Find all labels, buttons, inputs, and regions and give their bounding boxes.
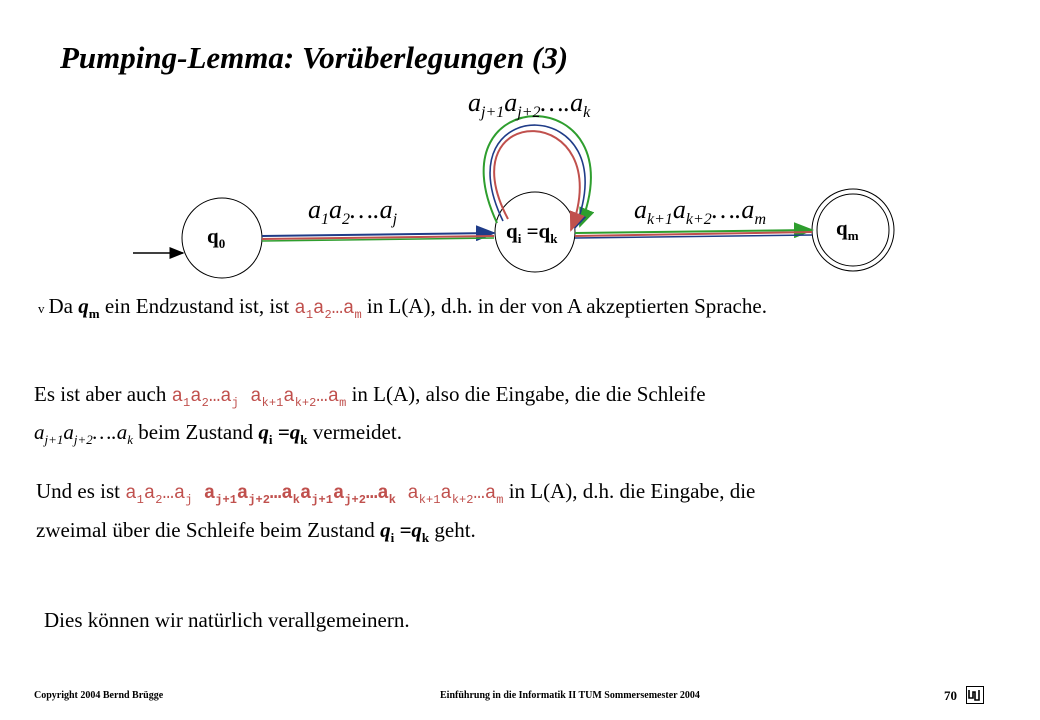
page-number: 70 [944, 688, 957, 703]
tum-logo-icon [966, 686, 984, 704]
paragraph-2 [34, 380, 706, 454]
paragraph-3-line-2: zweimal über die Schleife beim Zustand $q_i =q_k$ geht. [36, 517, 476, 545]
edge-right-label: $a_{k+1}a_{k+2}\dots.a_m$ [634, 195, 766, 229]
footer-course: Einführung in die Informatik II TUM Sommersemester 2004 [440, 690, 700, 701]
paragraph-3-line-1: Und es ist $a_1a_2\dots a_j$ $a_{j+1}a_{j+2}\dots a_ka_{j+1}a_{j+2}\dots a_k$ $a_{k+1}a_{k+2}\dots a_m$ in L(A), d.h. die Eingabe, die [36, 479, 756, 507]
paragraph-2-line-2: $a_{j+1}a_{j+2}\dots.a_k$ beim Zustand $q_i =q_k$ vermeidet. [34, 419, 402, 447]
state-qi-qk-label: $q_i =q_k$ [506, 219, 558, 247]
paragraph-3 [36, 476, 755, 553]
footer-copyright: Copyright 2004 Bernd Brügge [34, 690, 164, 701]
paragraph-1-text: Da $q_m$ ein Endzustand ist, ist $a_1a_2\dots a_m$ in L(A), d.h. in der von A akzeptierten Sprache. [48, 294, 767, 322]
state-q0-label: $q_0$ [207, 224, 226, 252]
bullet-icon: v [38, 301, 45, 316]
paragraph-2-line-1: Es ist aber auch $a_1a_2\dots a_j$ $a_{k+1}a_{k+2}\dots a_m$ in L(A), also die Eingabe, die die Schleife [34, 382, 706, 410]
state-qm-label: $q_m$ [836, 216, 859, 244]
paragraph-4: Dies können wir natürlich verallgemeinern. [44, 608, 410, 632]
paragraph-1 [38, 294, 767, 322]
page-title: Pumping-Lemma: Vorüberlegungen (3) [60, 40, 569, 75]
automaton-diagram [0, 0, 1040, 300]
edge-left-label: $a_1a_2\dots.a_j$ [308, 195, 398, 229]
loop-label: $a_{j+1}a_{j+2}\dots.a_k$ [468, 88, 591, 122]
